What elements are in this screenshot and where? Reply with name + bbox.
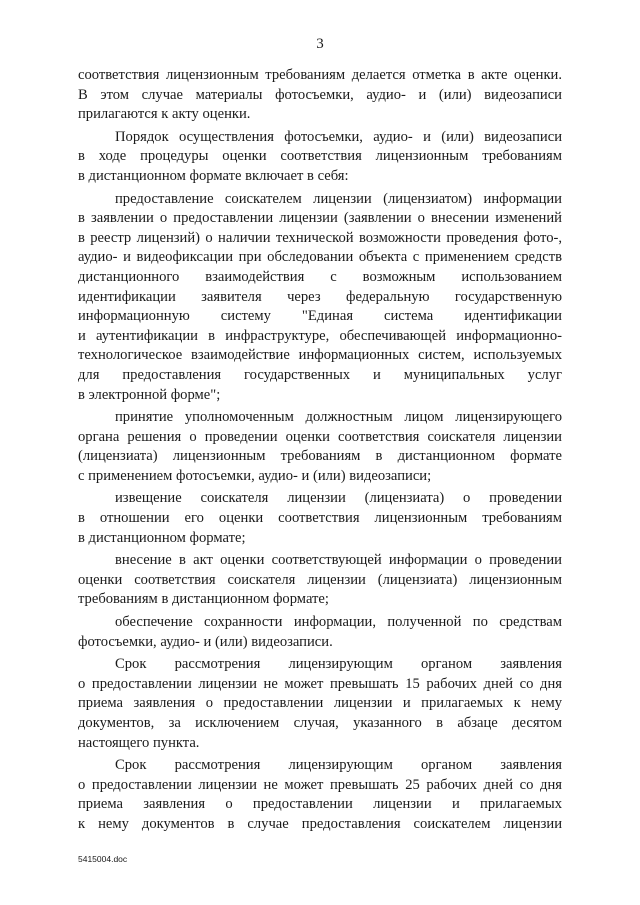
paragraph: [78, 408, 562, 486]
paragraph: [78, 128, 562, 187]
text-line: для предоставления государственных и муниципальных услуг: [78, 366, 562, 383]
document-body: [78, 66, 562, 835]
text-line: технологическое взаимодействие информационных систем, используемых: [78, 347, 562, 364]
text-line: обеспечение сохранности информации, полученной по средствам: [115, 614, 562, 631]
text-line: дистанционного взаимодействия с возможным использованием: [78, 268, 562, 285]
text-line: в ходе процедуры оценки соответствия лицензионным требованиям: [78, 148, 562, 165]
text-line: аудио- и видеофиксации при обследовании объекта с применением средств: [78, 249, 562, 266]
text-line: Срок рассмотрения лицензирующим органом заявления: [115, 656, 562, 673]
text-line: Порядок осуществления фотосъемки, аудио- и (или) видеозаписи: [115, 128, 562, 145]
text-line: настоящего пункта.: [78, 734, 200, 751]
text-line: (лицензиата) лицензионным требованиям в дистанционном формате: [78, 448, 562, 465]
text-line: требованиям в дистанционном формате;: [78, 591, 329, 608]
text-line: в реестр лицензий) о наличии технической возможности проведения фото-,: [78, 229, 562, 246]
text-line: извещение соискателя лицензии (лицензиата) о проведении: [115, 490, 562, 507]
text-line: В этом случае материалы фотосъемки, аудио- и (или) видеозаписи: [78, 86, 562, 103]
text-line: документов, за исключением случая, указанного в абзаце десятом: [78, 715, 562, 731]
paragraph: [78, 66, 562, 125]
text-line: о предоставлении лицензии не может превышать 15 рабочих дней со дня: [78, 675, 562, 692]
paragraph: [78, 190, 562, 406]
text-line: в заявлении о предоставлении лицензии (заявлении о внесении изменений: [78, 210, 562, 227]
text-line: фотосъемки, аудио- и (или) видеозаписи.: [78, 633, 333, 650]
text-line: принятие уполномоченным должностным лицом лицензирующего: [115, 409, 562, 426]
text-line: соответствия лицензионным требованиям делается отметка в акте оценки.: [78, 67, 562, 83]
text-line: в отношении его оценки соответствия лицензионным требованиям: [78, 510, 562, 527]
text-line: предоставление соискателем лицензии (лицензиатом) информации: [115, 190, 562, 207]
text-line: прилагаются к акту оценки.: [78, 106, 251, 123]
text-line: в дистанционном формате включает в себя:: [78, 167, 349, 184]
paragraph: [78, 655, 562, 753]
text-line: приема заявления о предоставлении лицензии и прилагаемых: [78, 796, 562, 813]
text-line: в электронной форме";: [78, 386, 221, 403]
text-line: к нему документов в случае предоставления соискателем лицензии: [78, 815, 562, 832]
paragraph: [78, 551, 562, 610]
text-line: приема заявления о предоставлении лицензии и прилагаемых к нему: [78, 695, 562, 712]
text-line: в дистанционном формате;: [78, 529, 246, 546]
footer-file-code: 5415004.doc: [78, 854, 128, 864]
text-line: внесение в акт оценки соответствующей информации о проведении: [115, 552, 562, 569]
paragraph: [78, 756, 562, 834]
paragraph: [78, 489, 562, 548]
text-line: оценки соответствия соискателя лицензии (лицензиата) лицензионным: [78, 571, 562, 588]
text-line: Срок рассмотрения лицензирующим органом заявления: [115, 757, 562, 774]
text-line: и аутентификации в инфраструктуре, обеспечивающей информационно-: [78, 327, 562, 344]
text-line: органа решения о проведении оценки соответствия соискателя лицензии: [78, 428, 562, 445]
page-number: 3: [316, 36, 324, 52]
text-line: о предоставлении лицензии не может превышать 25 рабочих дней со дня: [78, 776, 562, 793]
text-line: идентификации заявителя через федеральную государственную: [78, 288, 562, 305]
text-line: информационную систему "Единая система идентификации: [78, 308, 562, 325]
text-line: с применением фотосъемки, аудио- и (или) видеозаписи;: [78, 467, 432, 484]
paragraph: [78, 613, 562, 652]
